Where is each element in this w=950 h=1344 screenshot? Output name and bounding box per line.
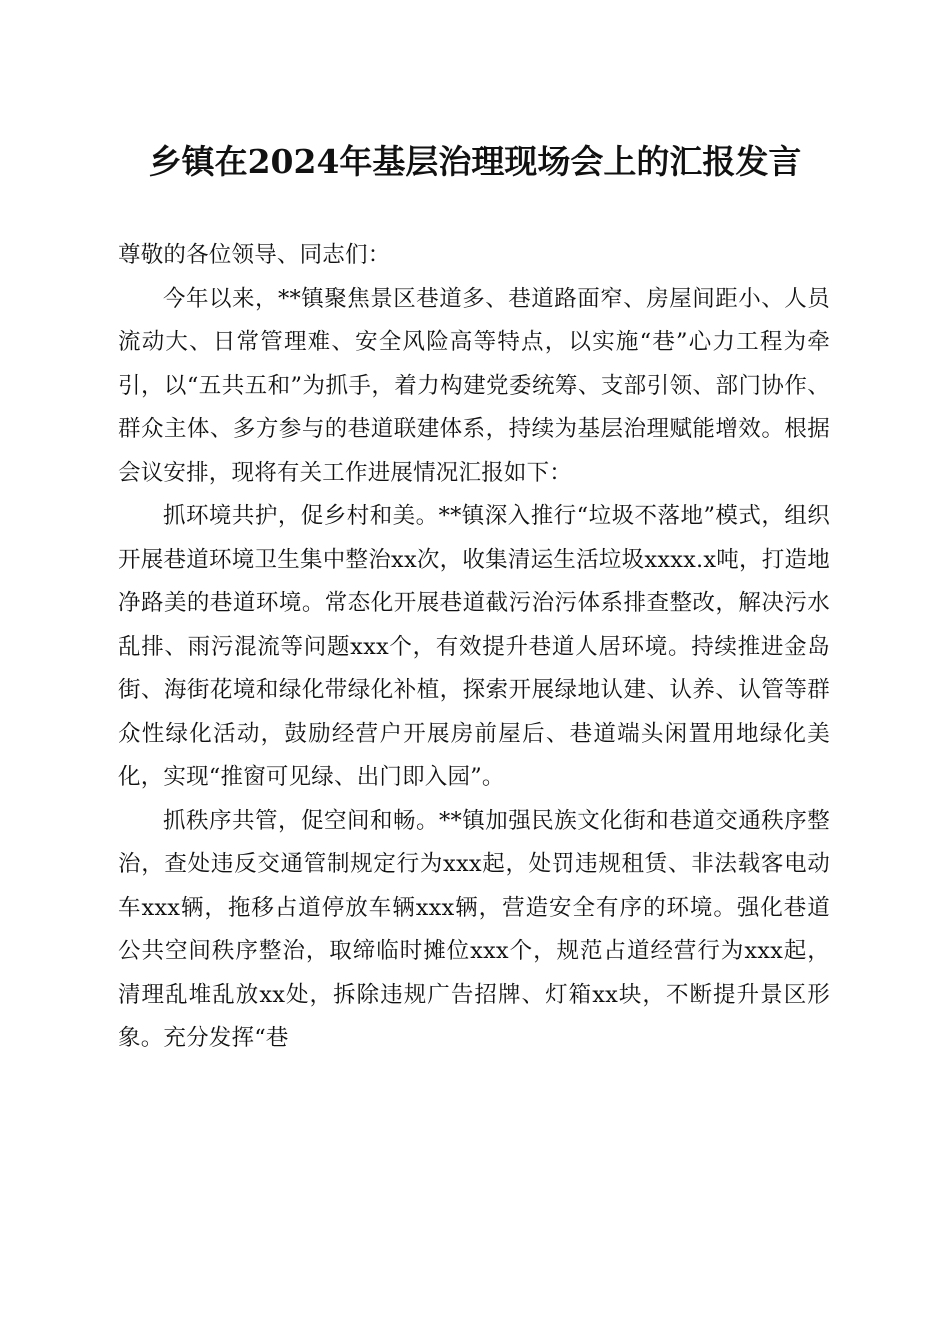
document-body bbox=[118, 234, 830, 1061]
paragraph-order: 抓秩序共管，促空间和畅。**镇加强民族文化街和巷道交通秩序整治，查处违反交通管制规定行为xxx起，处罚违规租赁、非法载客电动车xxx辆，拖移占道停放车辆xxx辆，营造安全有序的环境。强化巷道公共空间秩序整治，取缔临时摊位xxx个，规范占道经营行为xxx起，清理乱堆乱放xx处，拆除违规广告招牌、灯箱xx块，不断提升景区形象。充分发挥“巷 bbox=[118, 807, 830, 1051]
page-title: 乡镇在2024年基层治理现场会上的汇报发言 bbox=[148, 142, 802, 181]
paragraph-intro: 今年以来，**镇聚焦景区巷道多、巷道路面窄、房屋间距小、人员流动大、日常管理难、安全风险高等特点，以实施“巷”心力工程为牵引，以“五共五和”为抓手，着力构建党委统筹、支部引领、部门协作、群众主体、多方参与的巷道联建体系，持续为基层治理赋能增效。根据会议安排，现将有关工作进展情况汇报如下： bbox=[118, 285, 830, 486]
salutation: 尊敬的各位领导、同志们： bbox=[118, 242, 391, 268]
paragraph-environment: 抓环境共护，促乡村和美。**镇深入推行“垃圾不落地”模式，组织开展巷道环境卫生集中整治xx次，收集清运生活垃圾xxxx.x吨，打造地净路美的巷道环境。常态化开展巷道截污治污体系排查整改，解决污水乱排、雨污混流等问题xxx个，有效提升巷道人居环境。持续推进金岛街、海街花境和绿化带绿化补植，探索开展绿地认建、认养、认管等群众性绿化活动，鼓励经营户开展房前屋后、巷道端头闲置用地绿化美化，实现“推窗可见绿、出门即入园”。 bbox=[118, 503, 830, 790]
